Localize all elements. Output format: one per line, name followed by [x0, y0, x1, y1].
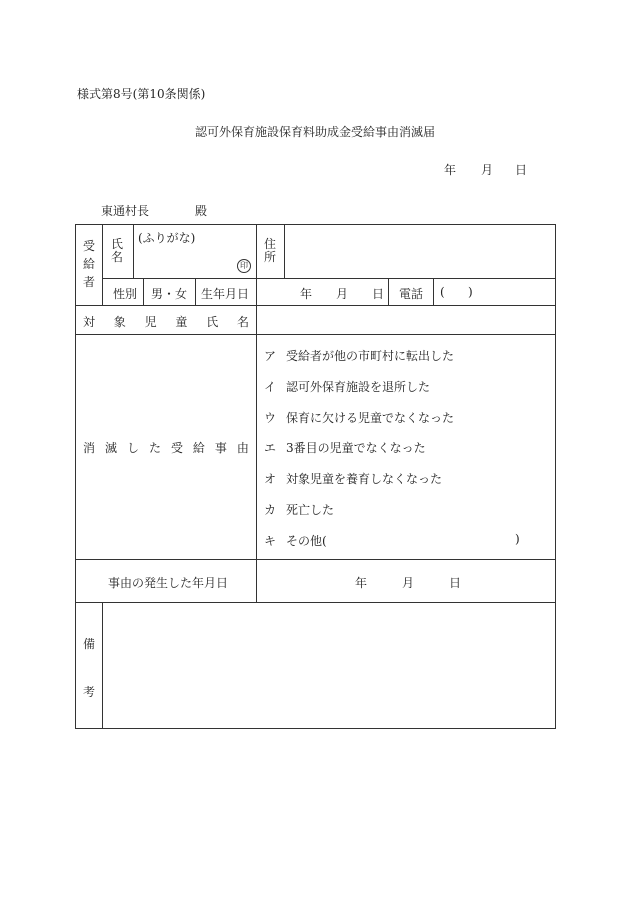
remarks-label-2: 考 [83, 685, 96, 699]
reason-text: 認可外保育施設を退所した [286, 380, 431, 394]
date-day: 日 [515, 163, 528, 177]
reason-option-o[interactable] [264, 470, 442, 487]
birthdate-year: 年 [300, 287, 313, 301]
table-line [102, 278, 556, 279]
reason-option-i[interactable] [264, 378, 430, 395]
recipient-label: 受 給 者 [82, 239, 95, 289]
address-label: 住 所 [263, 237, 276, 264]
target-child-field[interactable] [258, 307, 554, 333]
reason-option-a[interactable] [264, 347, 454, 364]
table-line [284, 224, 285, 279]
remarks-label-1: 備 [83, 637, 96, 651]
phone-label: 電話 [399, 287, 424, 301]
address-field[interactable] [286, 226, 554, 277]
table-line [388, 278, 389, 306]
table-line [102, 224, 103, 306]
table-line [75, 305, 556, 306]
birthdate-month: 月 [336, 287, 349, 301]
occurrence-day: 日 [449, 576, 462, 590]
reason-text: 死亡した [286, 503, 335, 517]
table-line [433, 278, 434, 306]
furigana-label: (ふりがな) [138, 231, 196, 245]
reason-mark: ア [264, 349, 277, 363]
reason-mark: イ [264, 380, 277, 394]
reason-option-e[interactable] [264, 439, 426, 456]
addressee-name: 東通村長 [101, 204, 150, 218]
page-title: 認可外保育施設保育料助成金受給事由消滅届 [195, 125, 436, 139]
reason-option-u[interactable] [264, 409, 454, 426]
target-child-label: 対 象 児 童 氏 名 [83, 315, 249, 329]
reason-option-ki[interactable] [264, 532, 327, 549]
reason-mark: エ [264, 441, 277, 455]
table-border-top [75, 224, 556, 225]
date-year: 年 [444, 163, 457, 177]
occurrence-year: 年 [355, 576, 368, 590]
phone-paren-close: ) [468, 285, 473, 299]
reason-mark: ウ [264, 411, 277, 425]
occurrence-month: 月 [402, 576, 415, 590]
table-border-right [555, 224, 556, 729]
reason-option-ka[interactable] [264, 501, 334, 518]
table-line [75, 602, 556, 603]
reason-text: 対象児童を養育しなくなった [286, 472, 443, 486]
birthdate-day: 日 [372, 287, 385, 301]
occurrence-label: 事由の発生した年月日 [108, 576, 229, 590]
gender-options[interactable]: 男・女 [151, 287, 188, 301]
reason-label: 消 滅 し た 受 給 事 由 [83, 441, 249, 455]
reason-text: その他( [286, 534, 327, 548]
table-line [102, 602, 103, 729]
table-line [143, 278, 144, 306]
table-border-left [75, 224, 76, 729]
reason-mark: カ [264, 503, 277, 517]
name-field[interactable] [134, 244, 234, 276]
table-line [195, 278, 196, 306]
reason-text: 3番目の児童でなくなった [286, 441, 426, 455]
form-number: 様式第8号(第10条関係) [77, 87, 206, 101]
reason-text: 受給者が他の市町村に転出した [286, 349, 455, 363]
reason-mark: キ [264, 534, 277, 548]
remarks-field[interactable] [104, 604, 554, 727]
table-line [75, 334, 556, 335]
table-line [256, 224, 257, 603]
phone-field[interactable] [446, 281, 466, 303]
other-close-paren: ) [515, 532, 520, 546]
addressee-honorific: 殿 [195, 204, 208, 218]
reason-text: 保育に欠ける児童でなくなった [286, 411, 455, 425]
date-month: 月 [481, 163, 494, 177]
other-reason-field[interactable] [335, 530, 510, 548]
reason-mark: オ [264, 472, 277, 486]
name-label: 氏 名 [110, 237, 123, 264]
table-line [75, 559, 556, 560]
table-border-bottom [75, 728, 556, 729]
gender-label: 性別 [113, 287, 138, 301]
seal-mark-icon: 印 [237, 259, 251, 273]
phone-paren-open: ( [440, 285, 445, 299]
birthdate-label: 生年月日 [201, 287, 250, 301]
